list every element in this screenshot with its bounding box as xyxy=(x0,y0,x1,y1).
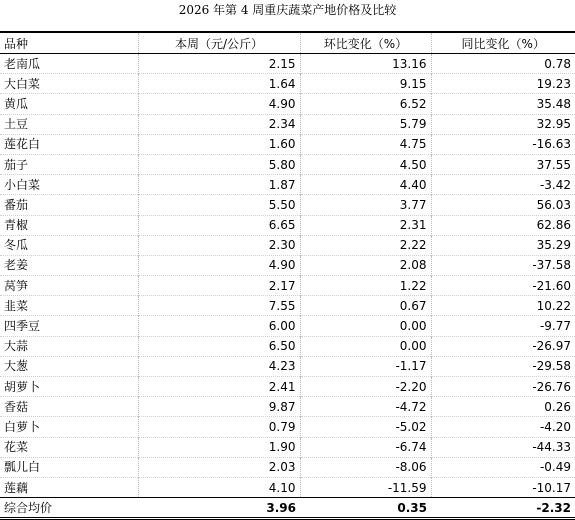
variety-cell: 胡萝卜 xyxy=(0,377,138,397)
table-body xyxy=(0,54,575,519)
table-row xyxy=(0,114,575,134)
variety-cell: 小白菜 xyxy=(0,175,138,195)
price-cell: 4.90 xyxy=(138,94,300,114)
price-cell: 2.30 xyxy=(138,235,300,255)
week-over-week-cell: 2.31 xyxy=(300,215,431,235)
year-over-year-cell: -26.76 xyxy=(431,377,575,397)
summary-week-over-week: 0.35 xyxy=(397,500,427,515)
week-over-week-cell: 0.00 xyxy=(300,336,431,356)
variety-cell: 韭菜 xyxy=(0,296,138,316)
price-cell: 0.79 xyxy=(138,417,300,437)
page-title: 2026 年第 4 周重庆蔬菜产地价格及比较 xyxy=(178,3,397,17)
year-over-year-cell: -26.97 xyxy=(431,336,575,356)
year-over-year-cell: 0.26 xyxy=(431,397,575,417)
variety-cell: 土豆 xyxy=(0,114,138,134)
price-cell: 6.00 xyxy=(138,316,300,336)
variety-cell: 四季豆 xyxy=(0,316,138,336)
price-cell: 4.90 xyxy=(138,255,300,275)
price-cell: 7.55 xyxy=(138,296,300,316)
year-over-year-cell: -21.60 xyxy=(431,276,575,296)
table-row xyxy=(0,175,575,195)
year-over-year-cell: -3.42 xyxy=(431,175,575,195)
week-over-week-cell: 3.77 xyxy=(300,195,431,215)
variety-cell: 莲藕 xyxy=(0,477,138,497)
column-header-week-over-week-change: 环比变化（%） xyxy=(300,32,431,54)
year-over-year-cell: 37.55 xyxy=(431,154,575,174)
week-over-week-cell: 4.40 xyxy=(300,175,431,195)
week-over-week-cell: -8.06 xyxy=(300,457,431,477)
summary-year-over-year: -2.32 xyxy=(536,500,571,515)
table-row xyxy=(0,336,575,356)
table-row xyxy=(0,377,575,397)
variety-cell: 番茄 xyxy=(0,195,138,215)
variety-cell: 青椒 xyxy=(0,215,138,235)
column-header-this-week-price: 本周（元/公斤） xyxy=(138,32,300,54)
year-over-year-cell: -16.63 xyxy=(431,134,575,154)
year-over-year-cell: -44.33 xyxy=(431,437,575,457)
table-row xyxy=(0,235,575,255)
variety-cell: 白萝卜 xyxy=(0,417,138,437)
week-over-week-cell: 6.52 xyxy=(300,94,431,114)
table-row xyxy=(0,316,575,336)
price-cell: 1.87 xyxy=(138,175,300,195)
column-header-year-over-year-change: 同比变化（%） xyxy=(431,32,575,54)
summary-row xyxy=(0,498,575,519)
week-over-week-cell: 13.16 xyxy=(300,54,431,74)
price-cell: 4.10 xyxy=(138,477,300,497)
week-over-week-cell: 4.50 xyxy=(300,154,431,174)
week-over-week-cell: 0.67 xyxy=(300,296,431,316)
variety-cell: 黄瓜 xyxy=(0,94,138,114)
table-row xyxy=(0,457,575,477)
table-row xyxy=(0,134,575,154)
table-row xyxy=(0,397,575,417)
week-over-week-cell: 1.22 xyxy=(300,276,431,296)
year-over-year-cell: 35.48 xyxy=(431,94,575,114)
price-cell: 4.23 xyxy=(138,356,300,376)
week-over-week-cell: 9.15 xyxy=(300,74,431,94)
table-row xyxy=(0,74,575,94)
price-cell: 5.50 xyxy=(138,195,300,215)
variety-cell: 大葱 xyxy=(0,356,138,376)
column-header-variety: 品种 xyxy=(4,36,29,51)
table-row xyxy=(0,54,575,74)
vegetable-price-table xyxy=(0,31,575,520)
price-cell: 6.50 xyxy=(138,336,300,356)
year-over-year-cell: 10.22 xyxy=(431,296,575,316)
variety-cell: 茄子 xyxy=(0,154,138,174)
week-over-week-cell: 2.22 xyxy=(300,235,431,255)
table-row xyxy=(0,477,575,497)
table-row xyxy=(0,154,575,174)
variety-cell: 大蒜 xyxy=(0,336,138,356)
week-over-week-cell: 5.79 xyxy=(300,114,431,134)
year-over-year-cell: -10.17 xyxy=(431,477,575,497)
year-over-year-cell: -9.77 xyxy=(431,316,575,336)
table-row xyxy=(0,417,575,437)
week-over-week-cell: -5.02 xyxy=(300,417,431,437)
variety-cell: 莴笋 xyxy=(0,276,138,296)
year-over-year-cell: 56.03 xyxy=(431,195,575,215)
week-over-week-cell: -11.59 xyxy=(300,477,431,497)
table-row xyxy=(0,296,575,316)
table-row xyxy=(0,215,575,235)
table-row xyxy=(0,195,575,215)
year-over-year-cell: -37.58 xyxy=(431,255,575,275)
price-cell: 9.87 xyxy=(138,397,300,417)
price-cell: 6.65 xyxy=(138,215,300,235)
variety-cell: 老南瓜 xyxy=(4,56,41,71)
price-cell: 2.15 xyxy=(138,54,300,74)
week-over-week-cell: 0.00 xyxy=(300,316,431,336)
price-cell: 1.60 xyxy=(138,134,300,154)
price-cell: 1.64 xyxy=(138,74,300,94)
year-over-year-cell: 0.78 xyxy=(431,54,575,74)
variety-cell: 老姜 xyxy=(0,255,138,275)
price-cell: 2.17 xyxy=(138,276,300,296)
year-over-year-cell: -4.20 xyxy=(431,417,575,437)
table-header xyxy=(0,32,575,54)
summary-label: 综合均价 xyxy=(4,500,53,515)
week-over-week-cell: 2.08 xyxy=(300,255,431,275)
variety-cell: 瓢儿白 xyxy=(0,457,138,477)
year-over-year-cell: 35.29 xyxy=(431,235,575,255)
price-cell: 2.03 xyxy=(138,457,300,477)
summary-price: 3.96 xyxy=(266,500,296,515)
price-cell: 5.80 xyxy=(138,154,300,174)
price-cell: 2.34 xyxy=(138,114,300,134)
week-over-week-cell: -4.72 xyxy=(300,397,431,417)
year-over-year-cell: 62.86 xyxy=(431,215,575,235)
variety-cell: 花菜 xyxy=(0,437,138,457)
table-row xyxy=(0,255,575,275)
variety-cell: 莲花白 xyxy=(0,134,138,154)
table-row xyxy=(0,356,575,376)
table-row xyxy=(0,94,575,114)
week-over-week-cell: -2.20 xyxy=(300,377,431,397)
year-over-year-cell: 19.23 xyxy=(431,74,575,94)
table-row xyxy=(0,276,575,296)
price-cell: 2.41 xyxy=(138,377,300,397)
week-over-week-cell: -1.17 xyxy=(300,356,431,376)
variety-cell: 香菇 xyxy=(0,397,138,417)
header-row xyxy=(0,32,575,54)
year-over-year-cell: -29.58 xyxy=(431,356,575,376)
variety-cell: 冬瓜 xyxy=(0,235,138,255)
year-over-year-cell: -0.49 xyxy=(431,457,575,477)
week-over-week-cell: -6.74 xyxy=(300,437,431,457)
year-over-year-cell: 32.95 xyxy=(431,114,575,134)
price-cell: 1.90 xyxy=(138,437,300,457)
table-row xyxy=(0,437,575,457)
variety-cell: 大白菜 xyxy=(0,74,138,94)
week-over-week-cell: 4.75 xyxy=(300,134,431,154)
